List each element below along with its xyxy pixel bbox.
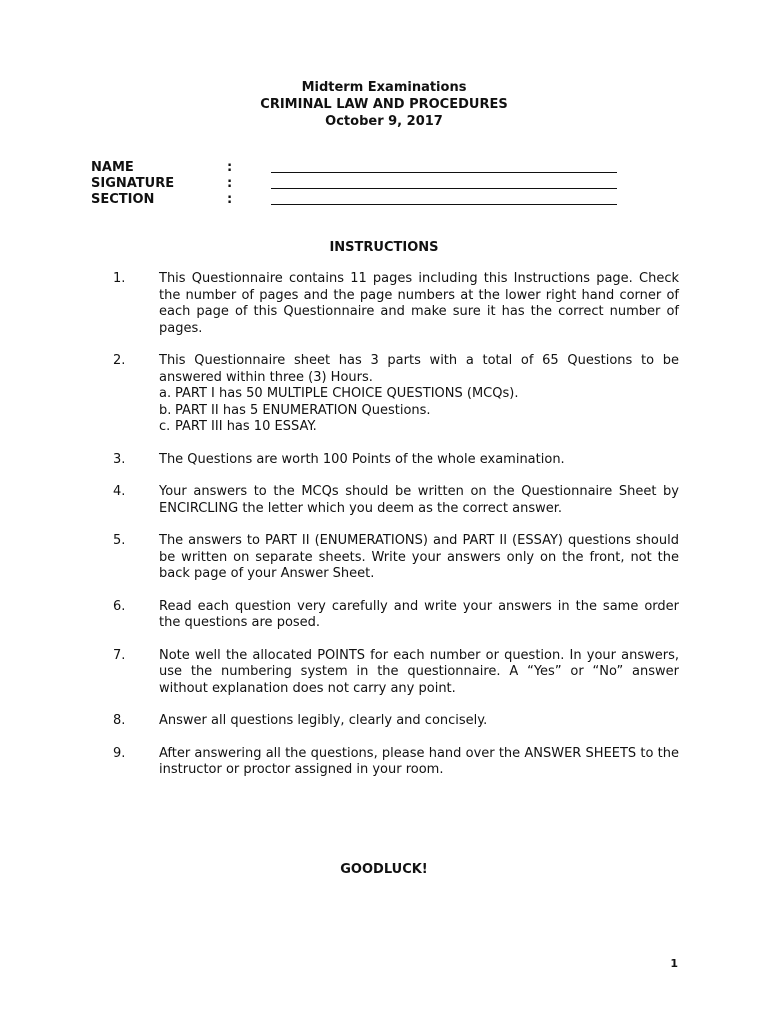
sub-item-letter: b. — [159, 402, 172, 418]
page-number: 1 — [670, 957, 678, 970]
item-text: Your answers to the MCQs should be written on the Questionnaire Sheet by ENCIRCLING the letter which you deem as the correct answer. — [159, 484, 679, 516]
closing-message: GOODLUCK! — [340, 862, 428, 877]
item-number: 9. — [113, 745, 126, 761]
instruction-item — [113, 599, 679, 632]
instruction-item — [113, 353, 679, 436]
sub-item-letter: c. — [159, 419, 171, 434]
sub-item-letter: a. — [159, 386, 172, 401]
course-title: CRIMINAL LAW AND PROCEDURES — [260, 97, 508, 112]
item-text: The answers to PART II (ENUMERATIONS) and PART II (ESSAY) questions should be written on separate sheets. Write your answers only on the front, not the back page of your Answer Sheet. — [159, 533, 679, 581]
instructions-title: INSTRUCTIONS — [329, 240, 439, 255]
item-number: 3. — [113, 451, 126, 467]
item-text: The Questions are worth 100 Points of the whole examination. — [159, 451, 565, 467]
sub-item-text: PART I has 50 MULTIPLE CHOICE QUESTIONS (MCQs). — [175, 386, 519, 401]
instruction-item — [113, 713, 679, 730]
item-number: 1. — [113, 271, 126, 286]
signature-field — [91, 176, 631, 192]
item-number: 6. — [113, 598, 126, 614]
instruction-item — [113, 746, 679, 779]
item-text: This Questionnaire sheet has 3 parts with a total of 65 Questions to be answered within three (3) Hours. — [159, 353, 679, 385]
signature-colon: : — [227, 176, 233, 191]
instruction-item — [113, 271, 679, 337]
item-text: Read each question very carefully and write your answers in the same order the questions are posed. — [159, 598, 679, 630]
item-text: Note well the allocated POINTS for each number or question. In your answers, use the numbering system in the questionnaire. A “Yes” or “No” answer without explanation does not carry any point. — [159, 647, 679, 696]
instruction-item — [113, 648, 679, 698]
name-line — [271, 172, 617, 173]
exam-date: October 9, 2017 — [325, 114, 443, 129]
instruction-item — [113, 533, 679, 583]
name-field — [91, 160, 631, 176]
item-text: Answer all questions legibly, clearly and concisely. — [159, 713, 488, 728]
section-field — [91, 192, 631, 208]
exam-type: Midterm Examinations — [301, 80, 467, 95]
item-number: 7. — [113, 647, 126, 663]
section-line — [271, 204, 617, 205]
student-info-fields — [91, 160, 631, 208]
sub-item — [159, 386, 679, 403]
item-number: 5. — [113, 533, 126, 548]
section-colon: : — [227, 192, 233, 207]
signature-line — [271, 188, 617, 189]
item-number: 8. — [113, 713, 126, 728]
item-number: 2. — [113, 353, 126, 368]
instructions-list — [113, 271, 679, 795]
exam-header — [0, 79, 768, 130]
signature-label: SIGNATURE — [91, 176, 175, 191]
section-label: SECTION — [91, 192, 155, 207]
name-colon: : — [227, 160, 233, 175]
sub-item — [159, 419, 679, 436]
item-text: After answering all the questions, please hand over the ANSWER SHEETS to the instructor or proctor assigned in your room. — [159, 745, 679, 777]
item-text: This Questionnaire contains 11 pages including this Instructions page. Check the number of pages and the page numbers at the lower right hand corner of each page of this Questionnaire and make sure it has the correct number of pages. — [159, 271, 679, 336]
instruction-item — [113, 484, 679, 517]
name-label: NAME — [91, 160, 134, 175]
instruction-item — [113, 452, 679, 469]
item-number: 4. — [113, 484, 126, 499]
sub-item-text: PART III has 10 ESSAY. — [175, 419, 317, 434]
sub-item-text: PART II has 5 ENUMERATION Questions. — [175, 402, 431, 418]
sub-item — [159, 403, 679, 420]
